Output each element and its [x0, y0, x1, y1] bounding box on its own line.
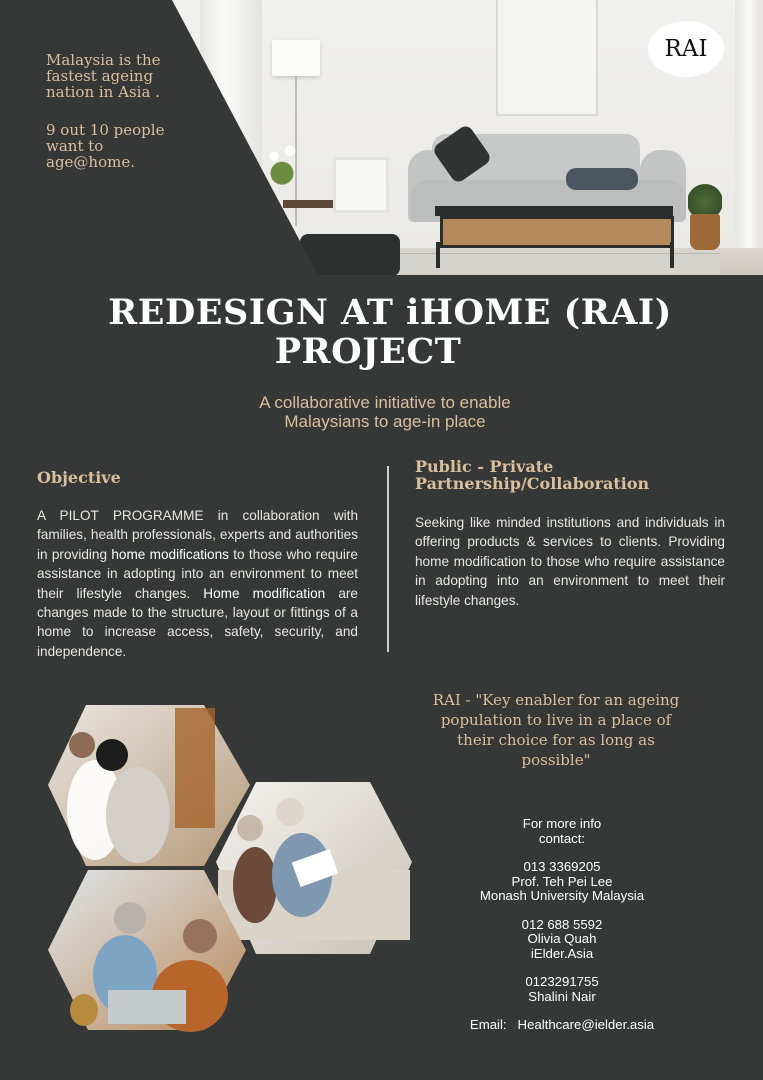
rai-quote: RAI - "Key enabler for an ageing population to live in a place of their choice for as long as possible": [432, 691, 680, 769]
contact-email: [430, 1018, 694, 1033]
contact-block: [430, 817, 694, 1033]
objective-text-part: A PILOT PROGRAMME in collaboration with families, health professionals, experts and authorities in providing: [37, 508, 358, 562]
title-line-2: PROJECT: [274, 331, 462, 372]
objective-text-part: are changes made to the structure, layout or fittings of a home to increase access, safety, security, and independence.: [37, 585, 358, 659]
rai-logo: RAI: [648, 21, 724, 77]
contact-org: Monash University Malaysia: [479, 888, 645, 903]
contact-name: Olivia Quah: [527, 931, 597, 946]
photo-couple-laptop: [48, 870, 246, 1032]
email-label: Email:: [469, 1017, 507, 1032]
subtitle-line-2: Malaysians to age-in place: [284, 412, 486, 431]
email-value: Healthcare@ielder.asia: [517, 1017, 655, 1032]
contact-intro: contact:: [538, 830, 586, 846]
contact-name: Shalini Nair: [528, 988, 596, 1004]
photo-couple-celebrating: [48, 705, 250, 866]
contact-phone: 013 3369205: [523, 859, 601, 874]
contact-phone: 012 688 5592: [521, 916, 603, 932]
contact-intro: For more info: [522, 816, 602, 831]
contact-name: Prof. Teh Pei Lee: [511, 873, 613, 889]
column-divider: [387, 466, 389, 652]
partnership-heading: Public - Private Partnership/Collaboration: [415, 457, 650, 493]
contact-phone: 0123291755: [525, 974, 599, 989]
contact-org: iElder.Asia: [530, 945, 594, 961]
tagline-fastest-ageing: Malaysia is the fastest ageing nation in Asia .: [46, 51, 161, 101]
objective-highlight: home modifications: [111, 546, 229, 562]
subtitle-line-1: A collaborative initiative to enable: [259, 393, 511, 412]
page-title: [100, 293, 680, 371]
objective-text-part: to those who require assistance in adopting into an environment to meet their lifestyle changes.: [37, 546, 358, 601]
tagline-age-at-home: 9 out 10 people want to age@home.: [46, 121, 165, 171]
objective-text: [37, 506, 358, 661]
partnership-text: Seeking like minded institutions and individuals in offering products & services to clients. Providing home modification to those who require assistance in adopting into an environment to meet their lifestyle changes.: [415, 515, 725, 608]
objective-heading: Objective: [37, 468, 121, 487]
title-line-1: REDESIGN AT iHOME (RAI): [108, 292, 672, 333]
hexagon-photo-collage: [40, 700, 420, 1040]
subtitle: [190, 393, 580, 431]
photo-couple-reading: [216, 782, 412, 954]
objective-highlight: Home modification: [203, 585, 326, 601]
